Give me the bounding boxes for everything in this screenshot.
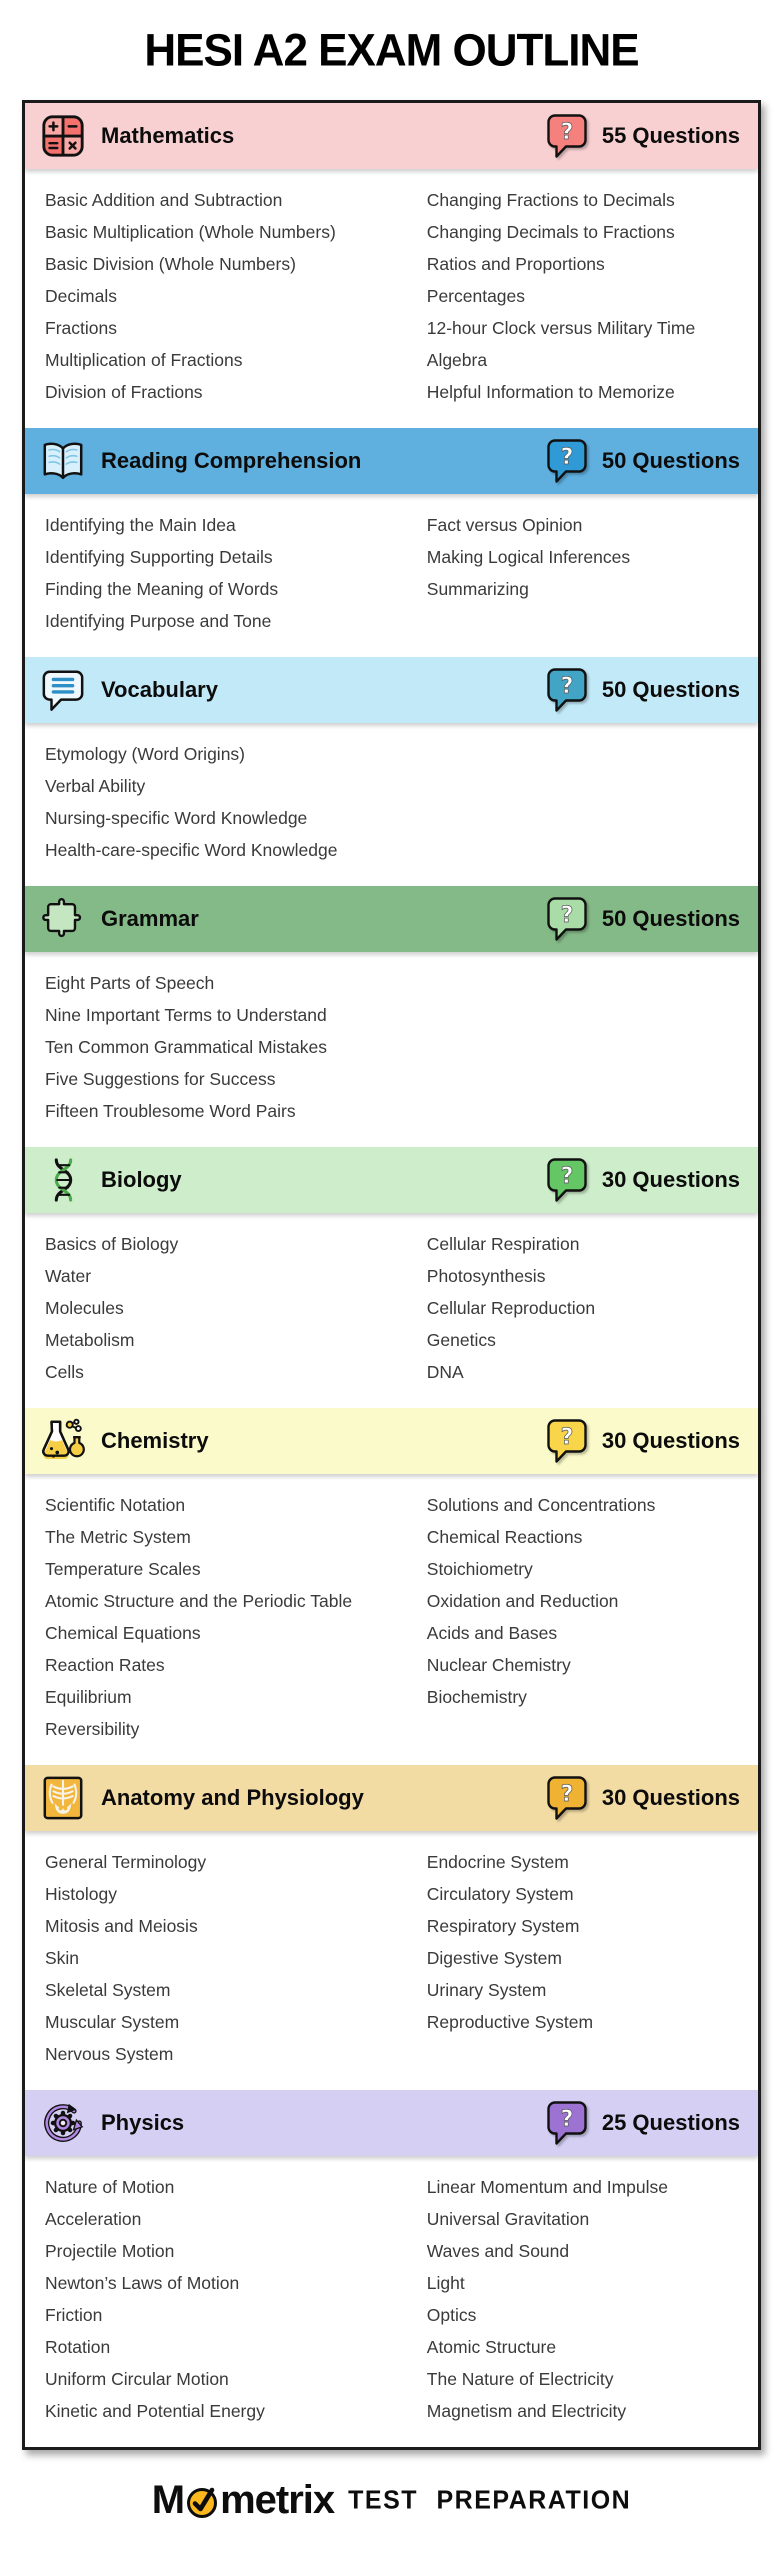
topic-item: Decimals (45, 286, 117, 306)
topic-column (45, 509, 427, 637)
topic-item: The Metric System (45, 1527, 191, 1547)
topic-item: Skeletal System (45, 1980, 171, 2000)
section-topic-list (25, 952, 758, 1147)
section-mathematics (25, 103, 758, 428)
topic-item: Newton’s Laws of Motion (45, 2273, 240, 2293)
topic-item: The Nature of Electricity (426, 2369, 614, 2389)
topic-item: Kinetic and Potential Energy (45, 2401, 265, 2421)
question-bubble-icon (545, 1775, 589, 1821)
topic-item: Temperature Scales (45, 1559, 201, 1579)
section-header (25, 428, 758, 494)
open-book-icon (40, 438, 86, 484)
topic-item: Optics (426, 2305, 477, 2325)
topic-item: Universal Gravitation (426, 2209, 590, 2229)
chat-lines-icon (40, 667, 86, 713)
topic-item: Solutions and Concentrations (426, 1495, 656, 1515)
section-topic-list (25, 723, 758, 886)
topic-item: Cellular Respiration (426, 1234, 580, 1254)
topic-column (427, 184, 752, 408)
section-header (25, 1408, 758, 1474)
topic-item: Etymology (Word Origins) (45, 744, 246, 764)
dna-icon (40, 1157, 86, 1203)
question-bubble-icon (545, 1418, 589, 1464)
brand-m: M (151, 2478, 185, 2522)
section-topic-list (25, 1831, 758, 2090)
topic-item: General Terminology (45, 1852, 207, 1872)
topic-item: Acceleration (45, 2209, 142, 2229)
topic-item: Fact versus Opinion (426, 515, 583, 535)
section-topic-list (25, 1474, 758, 1765)
section-header (25, 1147, 758, 1213)
topic-item: Uniform Circular Motion (45, 2369, 229, 2389)
topic-item: Linear Momentum and Impulse (426, 2177, 668, 2197)
topic-column (45, 2171, 427, 2427)
gear-cycle-icon (40, 2100, 86, 2146)
topic-item: Chemical Equations (45, 1623, 201, 1643)
topic-item: Respiratory System (426, 1916, 580, 1936)
topic-item: Genetics (426, 1330, 496, 1350)
topic-item: Nine Important Terms to Understand (45, 1005, 327, 1025)
topic-item: Digestive System (426, 1948, 562, 1968)
topic-item: Cellular Reproduction (426, 1298, 596, 1318)
question-count: 25 Questions (601, 2110, 740, 2135)
brand-tagline: TEST PREPARATION (348, 2485, 632, 2515)
flasks-icon (40, 1418, 86, 1464)
topic-item: Changing Decimals to Fractions (426, 222, 675, 242)
topic-column (427, 2171, 752, 2427)
topic-item: Changing Fractions to Decimals (426, 190, 675, 210)
section-topic-list (25, 1213, 758, 1408)
topic-item: Basic Addition and Subtraction (45, 190, 283, 210)
topic-item: Mitosis and Meiosis (45, 1916, 198, 1936)
topic-item: Verbal Ability (45, 776, 146, 796)
section-anatomy-and-physiology (25, 1765, 758, 2090)
topic-item: Reproductive System (426, 2012, 594, 2032)
topic-item: Reaction Rates (45, 1655, 165, 1675)
section-title: Vocabulary (101, 677, 218, 702)
topic-item: Helpful Information to Memorize (426, 382, 675, 402)
section-header (25, 1765, 758, 1831)
section-chemistry (25, 1408, 758, 1765)
topic-item: Water (45, 1266, 92, 1286)
exam-outline-box (22, 100, 761, 2450)
section-grammar (25, 886, 758, 1147)
topic-item: Health-care-specific Word Knowledge (45, 840, 338, 860)
topic-item: Making Logical Inferences (426, 547, 631, 567)
topic-item: DNA (426, 1362, 464, 1382)
topic-item: Ratios and Proportions (426, 254, 605, 274)
topic-item: Projectile Motion (45, 2241, 175, 2261)
topic-item: Nature of Motion (45, 2177, 175, 2197)
svg-text:?: ? (560, 674, 574, 699)
check-circle-icon (185, 2485, 219, 2519)
section-title: Grammar (101, 906, 199, 931)
question-bubble-icon (545, 438, 589, 484)
topic-column (427, 1846, 752, 2070)
topic-item: Identifying the Main Idea (45, 515, 236, 535)
topic-item: Urinary System (426, 1980, 547, 2000)
question-bubble-icon (545, 1157, 589, 1203)
topic-item: Reversibility (45, 1719, 140, 1739)
topic-item: Nervous System (45, 2044, 174, 2064)
topic-item: Stoichiometry (426, 1559, 533, 1579)
topic-item: Metabolism (45, 1330, 135, 1350)
topic-item: Basic Multiplication (Whole Numbers) (45, 222, 336, 242)
topic-item: Waves and Sound (426, 2241, 570, 2261)
topic-column (45, 1228, 427, 1388)
topic-column (45, 1489, 427, 1745)
section-title: Anatomy and Physiology (101, 1785, 364, 1810)
svg-text:?: ? (560, 903, 574, 928)
topic-column (45, 967, 427, 1127)
section-title: Biology (101, 1167, 182, 1192)
question-count: 55 Questions (601, 123, 740, 148)
question-bubble-icon (545, 113, 589, 159)
topic-item: Atomic Structure and the Periodic Table (45, 1591, 353, 1611)
topic-item: Oxidation and Reduction (426, 1591, 619, 1611)
topic-item: Photosynthesis (426, 1266, 546, 1286)
topic-item: Finding the Meaning of Words (45, 579, 279, 599)
section-header (25, 2090, 758, 2156)
section-topic-list (25, 169, 758, 428)
section-reading-comprehension (25, 428, 758, 657)
section-title: Reading Comprehension (101, 448, 362, 473)
topic-item: Skin (45, 1948, 80, 1968)
topic-item: Eight Parts of Speech (45, 973, 215, 993)
section-topic-list (25, 494, 758, 657)
svg-text:?: ? (560, 2107, 574, 2132)
section-title: Chemistry (101, 1428, 209, 1453)
brand-metrix: metrix (220, 2478, 335, 2522)
svg-text:?: ? (560, 1164, 574, 1189)
topic-item: Identifying Purpose and Tone (45, 611, 272, 631)
topic-item: Endocrine System (426, 1852, 569, 1872)
topic-item: Fifteen Troublesome Word Pairs (45, 1101, 296, 1121)
topic-item: Five Suggestions for Success (45, 1069, 276, 1089)
topic-item: 12-hour Clock versus Military Time (426, 318, 696, 338)
page-title: HESI A2 EXAM OUTLINE (144, 25, 639, 76)
svg-text:?: ? (560, 445, 574, 470)
topic-item: Equilibrium (45, 1687, 132, 1707)
question-count: 30 Questions (601, 1428, 740, 1453)
section-header (25, 657, 758, 723)
topic-item: Circulatory System (426, 1884, 574, 1904)
question-bubble-icon (545, 896, 589, 942)
topic-item: Nuclear Chemistry (426, 1655, 571, 1675)
svg-text:?: ? (560, 120, 574, 145)
topic-item: Light (426, 2273, 465, 2293)
section-topic-list (25, 2156, 758, 2447)
brand-wordmark (152, 2478, 334, 2523)
topic-item: Nursing-specific Word Knowledge (45, 808, 308, 828)
mometrix-logo (0, 2478, 783, 2523)
topic-column (45, 1846, 427, 2070)
topic-item: Multiplication of Fractions (45, 350, 243, 370)
topic-item: Histology (45, 1884, 117, 1904)
topic-item: Division of Fractions (45, 382, 203, 402)
topic-item: Basic Division (Whole Numbers) (45, 254, 296, 274)
topic-column (45, 738, 427, 866)
question-count: 30 Questions (601, 1167, 740, 1192)
section-title: Mathematics (101, 123, 235, 148)
topic-item: Molecules (45, 1298, 124, 1318)
topic-item: Biochemistry (426, 1687, 527, 1707)
puzzle-piece-icon (40, 896, 86, 942)
section-title: Physics (101, 2110, 185, 2135)
question-bubble-icon (545, 2100, 589, 2146)
topic-item: Atomic Structure (426, 2337, 557, 2357)
topic-column (427, 1489, 752, 1745)
calculator-icon (40, 113, 86, 159)
topic-item: Scientific Notation (45, 1495, 186, 1515)
section-header (25, 103, 758, 169)
topic-item: Chemical Reactions (426, 1527, 583, 1547)
topic-column (45, 184, 427, 408)
section-biology (25, 1147, 758, 1408)
question-bubble-icon (545, 667, 589, 713)
section-physics (25, 2090, 758, 2447)
svg-text:?: ? (560, 1782, 574, 1807)
topic-item: Identifying Supporting Details (45, 547, 273, 567)
topic-column (427, 509, 752, 637)
topic-item: Summarizing (426, 579, 529, 599)
topic-item: Friction (45, 2305, 103, 2325)
section-header (25, 886, 758, 952)
topic-column (427, 1228, 752, 1388)
topic-item: Basics of Biology (45, 1234, 179, 1254)
question-count: 50 Questions (601, 677, 740, 702)
topic-item: Percentages (426, 286, 526, 306)
topic-item: Algebra (426, 350, 488, 370)
topic-item: Magnetism and Electricity (426, 2401, 627, 2421)
topic-item: Muscular System (45, 2012, 180, 2032)
skeleton-icon (40, 1775, 86, 1821)
question-count: 30 Questions (601, 1785, 740, 1810)
question-count: 50 Questions (601, 906, 740, 931)
topic-item: Ten Common Grammatical Mistakes (45, 1037, 328, 1057)
topic-item: Acids and Bases (426, 1623, 558, 1643)
topic-item: Fractions (45, 318, 117, 338)
topic-item: Rotation (45, 2337, 111, 2357)
section-vocabulary (25, 657, 758, 886)
svg-text:?: ? (560, 1425, 574, 1450)
topic-item: Cells (45, 1362, 84, 1382)
question-count: 50 Questions (601, 448, 740, 473)
